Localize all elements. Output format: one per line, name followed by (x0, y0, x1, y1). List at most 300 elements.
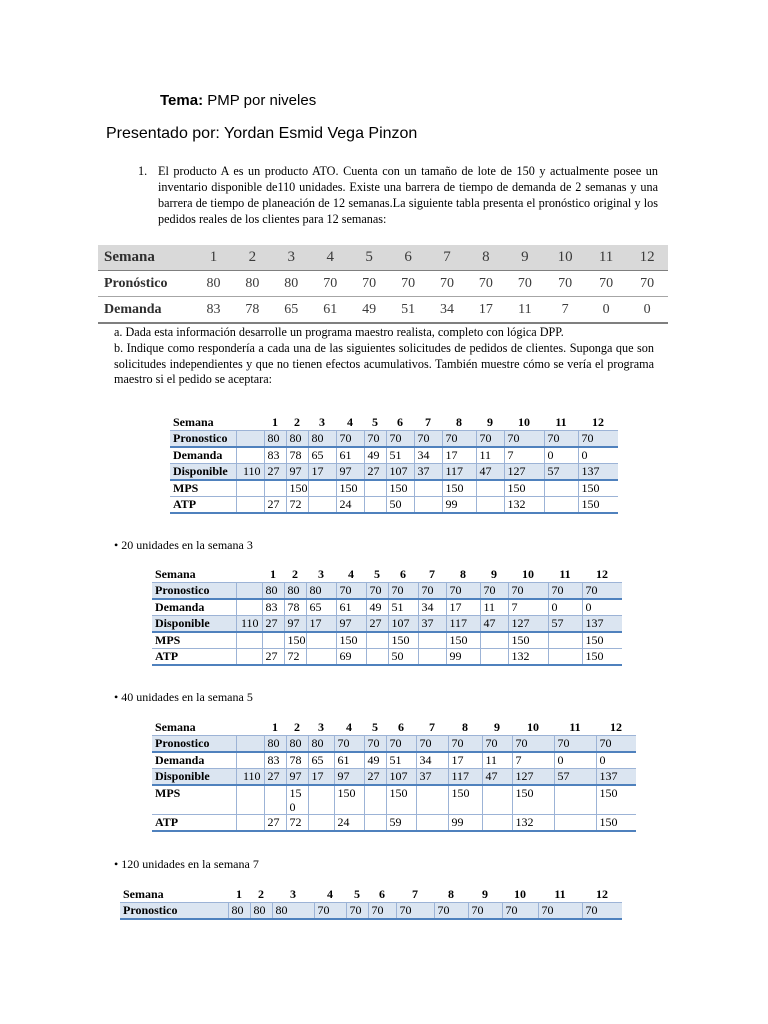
topic-label: Tema: (160, 92, 204, 109)
big-table-cell: 10 (544, 245, 586, 271)
mps-cell: 80 (306, 583, 336, 600)
week-header: 1 (272, 720, 278, 734)
mps-cell (264, 480, 286, 497)
week-header: 11 (554, 887, 566, 901)
mps-cell (308, 815, 334, 832)
big-table-cell: 70 (626, 271, 668, 297)
mps-cell: 70 (476, 431, 504, 448)
mps-cell: 107 (386, 464, 414, 481)
mps-cell: 117 (448, 769, 482, 786)
mps-cell (364, 497, 386, 514)
mps-cell-fragment: 15 (289, 786, 302, 800)
mps-row-atp (152, 815, 636, 832)
mps-row-label: ATP (152, 649, 236, 666)
mps-row-label: Semana (123, 887, 164, 901)
mps-cell: 70 (504, 431, 544, 448)
mps-row-disponible (152, 769, 636, 786)
mps-cell: 70 (578, 431, 618, 448)
big-table-cell: 7 (544, 297, 586, 324)
mps-cell: 0 (596, 752, 636, 769)
week-header: 6 (397, 415, 403, 429)
mps-cell: 7 (508, 599, 548, 616)
mps-cell: 150 (512, 785, 554, 815)
mps-cell: 47 (480, 616, 508, 633)
mps-cell: 70 (336, 583, 366, 600)
mps-initial-cell (236, 720, 264, 736)
mps-cell: 150 (578, 497, 618, 514)
mps-cell: 70 (538, 903, 582, 920)
mps-cell: 17 (442, 447, 476, 464)
mps-row-label: Semana (155, 567, 196, 581)
mps-cell (554, 785, 596, 815)
mps-row-disponible (170, 464, 618, 481)
mps-cell (554, 815, 596, 832)
mps-row-label: Demanda (152, 752, 236, 769)
mps-cell: 150 (578, 480, 618, 497)
request-caption: • 40 unidades en la semana 5 (114, 690, 253, 704)
big-table-cell: 61 (311, 297, 350, 324)
request-caption: • 20 unidades en la semana 3 (114, 538, 253, 552)
mps-cell: 27 (364, 769, 386, 786)
mps-cell: 70 (336, 431, 364, 448)
mps-cell: 132 (508, 649, 548, 666)
mps-cell: 70 (582, 903, 622, 920)
mps-initial-cell (236, 431, 264, 448)
mps-cell: 97 (286, 464, 308, 481)
mps-cell: 70 (448, 736, 482, 753)
mps-initial-cell (236, 815, 264, 832)
mps-row-label: Pronostico (152, 736, 236, 753)
mps-cell (364, 480, 386, 497)
mps-cell: 80 (286, 431, 308, 448)
week-header: 11 (559, 567, 571, 581)
mps-cell: 83 (264, 447, 286, 464)
mps-cell: 137 (582, 616, 622, 633)
mps-cell (418, 649, 446, 666)
mps-cell: 150 (582, 649, 622, 666)
mps-cell: 80 (250, 903, 272, 920)
mps-cell: 150 (386, 480, 414, 497)
big-table-cell: 5 (350, 245, 389, 271)
mps-row-semana (152, 720, 636, 736)
mps-cell: 70 (544, 431, 578, 448)
big-table-cell: 8 (466, 245, 505, 271)
mps-cell: 70 (554, 736, 596, 753)
mps-cell: 150 (286, 480, 308, 497)
week-header: 1 (236, 887, 242, 901)
problem-statement (138, 163, 658, 227)
mps-cell: 70 (346, 903, 368, 920)
week-header: 11 (555, 415, 567, 429)
mps-row-mps (170, 480, 618, 497)
mps-cell: 51 (386, 752, 416, 769)
big-table-row-label: Pronóstico (98, 271, 194, 297)
mps-initial-cell (236, 599, 262, 616)
mps-cell: 70 (364, 736, 386, 753)
mps-cell: 150 (336, 632, 366, 649)
big-table-cell: 70 (586, 271, 626, 297)
mps-cell (544, 497, 578, 514)
mps-row-demanda (170, 447, 618, 464)
big-table-row (98, 297, 668, 324)
request-caption: • 120 unidades en la semana 7 (114, 857, 259, 871)
mps-row-pronostico (170, 431, 618, 448)
mps-cell: 70 (314, 903, 346, 920)
mps-cell: 57 (544, 464, 578, 481)
mps-cell: 70 (482, 736, 512, 753)
week-header: 9 (487, 415, 493, 429)
mps-cell (262, 632, 284, 649)
mps-cell (480, 649, 508, 666)
mps-cell: 11 (480, 599, 508, 616)
week-header: 11 (569, 720, 581, 734)
mps-cell (264, 785, 286, 815)
mps-cell (414, 497, 442, 514)
big-table-cell: 49 (350, 297, 389, 324)
big-table-cell: 65 (272, 297, 311, 324)
topic-value: PMP por niveles (207, 92, 317, 109)
big-table-row (98, 271, 668, 297)
week-header: 3 (319, 415, 325, 429)
mps-row-label: Pronostico (120, 903, 228, 920)
mps-cell: 150 (386, 785, 416, 815)
mps-cell: 70 (418, 583, 446, 600)
week-header: 12 (596, 567, 608, 581)
big-table-row-label: Semana (98, 245, 194, 271)
mps-cell: 61 (334, 752, 364, 769)
mps-cell: 127 (508, 616, 548, 633)
week-header: 6 (398, 720, 404, 734)
week-header: 2 (294, 720, 300, 734)
mps-cell (366, 632, 388, 649)
mps-cell: 27 (364, 464, 386, 481)
mps-cell: 80 (228, 903, 250, 920)
week-header: 10 (518, 415, 530, 429)
mps-row-label: Semana (155, 720, 196, 734)
mps-cell: 137 (596, 769, 636, 786)
mps-cell (306, 649, 336, 666)
mps-cell: 80 (308, 736, 334, 753)
mps-row-label: MPS (152, 632, 236, 649)
mps-initial-cell (236, 415, 264, 431)
big-table-cell: 51 (389, 297, 428, 324)
mps-cell: 97 (286, 769, 308, 786)
mps-cell (364, 785, 386, 815)
mps-cell (308, 480, 336, 497)
mps-cell: 99 (448, 815, 482, 832)
mps-cell: 69 (336, 649, 366, 666)
big-table-cell: 80 (272, 271, 311, 297)
mps-initial-cell (236, 649, 262, 666)
big-table-row (98, 245, 668, 271)
mps-cell: 11 (476, 447, 504, 464)
mps-cell: 7 (504, 447, 544, 464)
mps-row-demanda (152, 599, 622, 616)
mps-row-label: ATP (170, 497, 236, 514)
mps-cell: 70 (434, 903, 468, 920)
mps-initial-cell (236, 785, 264, 815)
mps-cell: 80 (308, 431, 336, 448)
mps-cell: 34 (418, 599, 446, 616)
mps-row-pronostico (152, 736, 636, 753)
week-header: 9 (482, 887, 488, 901)
week-header: 2 (258, 887, 264, 901)
week-header: 12 (596, 887, 608, 901)
mps-initial-cell (236, 567, 262, 583)
mps-cell: 97 (284, 616, 306, 633)
mps-row-semana (170, 415, 618, 431)
week-header: 10 (527, 720, 539, 734)
week-header: 7 (412, 887, 418, 901)
mps-initial-cell (236, 480, 264, 497)
mps-cell: 0 (554, 752, 596, 769)
mps-row-label: Disponible (152, 769, 236, 786)
mps-cell: 27 (264, 769, 286, 786)
mps-cell: 70 (596, 736, 636, 753)
week-header: 1 (270, 567, 276, 581)
mps-cell: 97 (334, 769, 364, 786)
mps-cell: 80 (272, 903, 314, 920)
topic-line (160, 92, 316, 109)
week-header: 5 (372, 415, 378, 429)
mps-cell: 80 (264, 736, 286, 753)
mps-cell: 65 (306, 599, 336, 616)
week-header: 8 (460, 567, 466, 581)
mps-table (120, 887, 622, 920)
mps-cell: 27 (262, 649, 284, 666)
mps-row-label: Demanda (152, 599, 236, 616)
big-table-cell: 70 (428, 271, 467, 297)
week-header: 8 (448, 887, 454, 901)
mps-row-atp (152, 649, 622, 666)
week-header: 3 (318, 720, 324, 734)
mps-cell (480, 632, 508, 649)
mps-cell: 0 (544, 447, 578, 464)
mps-row-label: ATP (152, 815, 236, 832)
mps-row-semana (120, 887, 622, 903)
week-header: 8 (462, 720, 468, 734)
mps-cell: 59 (386, 815, 416, 832)
week-header: 1 (272, 415, 278, 429)
mps-cell: 65 (308, 447, 336, 464)
big-table-cell: 80 (233, 271, 272, 297)
week-header: 12 (592, 415, 604, 429)
week-header: 5 (354, 887, 360, 901)
mps-cell: 49 (366, 599, 388, 616)
big-table-cell: 70 (350, 271, 389, 297)
mps-cell (482, 815, 512, 832)
mps-cell: 70 (388, 583, 418, 600)
mps-cell: 24 (336, 497, 364, 514)
mps-cell: 117 (442, 464, 476, 481)
week-header: 5 (372, 720, 378, 734)
mps-cell: 51 (386, 447, 414, 464)
week-header: 4 (347, 415, 353, 429)
mps-cell: 83 (262, 599, 284, 616)
forecast-image-table (98, 245, 668, 324)
mps-cell (548, 649, 582, 666)
mps-cell: 99 (446, 649, 480, 666)
mps-cell: 150 (334, 785, 364, 815)
mps-table (170, 415, 618, 514)
big-table-cell: 70 (389, 271, 428, 297)
mps-cell: 0 (578, 447, 618, 464)
mps-cell (416, 815, 448, 832)
mps-cell: 80 (264, 431, 286, 448)
week-header: 7 (429, 720, 435, 734)
mps-cell: 70 (414, 431, 442, 448)
mps-cell (306, 632, 336, 649)
week-header: 3 (290, 887, 296, 901)
mps-cell: 65 (308, 752, 334, 769)
big-table-cell: 6 (389, 245, 428, 271)
mps-cell: 11 (482, 752, 512, 769)
mps-cell: 51 (388, 599, 418, 616)
mps-cell (482, 785, 512, 815)
mps-cell (366, 649, 388, 666)
mps-cell: 150 (504, 480, 544, 497)
mps-cell: 132 (512, 815, 554, 832)
mps-cell: 150 (284, 632, 306, 649)
mps-cell: 27 (264, 464, 286, 481)
week-header: 5 (374, 567, 380, 581)
mps-cell: 70 (582, 583, 622, 600)
week-header: 4 (346, 720, 352, 734)
mps-cell (548, 632, 582, 649)
mps-cell: 70 (416, 736, 448, 753)
mps-row-semana (152, 567, 622, 583)
week-header: 12 (610, 720, 622, 734)
week-header: 3 (318, 567, 324, 581)
mps-cell: 27 (262, 616, 284, 633)
mps-cell: 70 (468, 903, 502, 920)
big-table-cell: 3 (272, 245, 311, 271)
mps-cell (476, 480, 504, 497)
mps-row-label: Disponible (152, 616, 236, 633)
mps-row-pronostico (152, 583, 622, 600)
mps-cell: 49 (364, 752, 386, 769)
mps-initial-cell (236, 447, 264, 464)
mps-row-label: Pronostico (170, 431, 236, 448)
big-table-cell: 11 (505, 297, 544, 324)
mps-cell: 70 (386, 431, 414, 448)
mps-cell (308, 785, 334, 815)
big-table-cell: 1 (194, 245, 233, 271)
mps-cell: 0 (582, 599, 622, 616)
mps-cell: 70 (548, 583, 582, 600)
mps-cell: 78 (286, 447, 308, 464)
mps-cell: 107 (388, 616, 418, 633)
mps-cell: 17 (446, 599, 480, 616)
mps-cell-fragment: 0 (289, 800, 296, 814)
week-header: 9 (494, 720, 500, 734)
mps-cell: 70 (364, 431, 386, 448)
big-table-cell: 70 (505, 271, 544, 297)
author-line: Presentado por: Yordan Esmid Vega Pinzon (106, 125, 418, 142)
mps-cell: 97 (336, 616, 366, 633)
instructions (114, 325, 654, 388)
mps-row-atp (170, 497, 618, 514)
mps-cell (416, 785, 448, 815)
week-header: 6 (379, 887, 385, 901)
mps-row-demanda (152, 752, 636, 769)
mps-initial-cell: 110 (236, 464, 264, 481)
mps-cell: 150 (508, 632, 548, 649)
week-header: 8 (456, 415, 462, 429)
big-table-cell: 2 (233, 245, 272, 271)
mps-initial-cell (236, 583, 262, 600)
mps-cell: 150 (596, 815, 636, 832)
mps-cell: 17 (308, 464, 336, 481)
mps-cell: 72 (286, 815, 308, 832)
mps-cell (286, 785, 308, 815)
mps-cell: 37 (416, 769, 448, 786)
mps-cell: 127 (504, 464, 544, 481)
mps-cell: 70 (446, 583, 480, 600)
mps-table (152, 720, 636, 832)
big-table-cell: 7 (428, 245, 467, 271)
mps-row-disponible (152, 616, 622, 633)
mps-cell: 57 (554, 769, 596, 786)
mps-cell: 83 (264, 752, 286, 769)
mps-cell: 70 (396, 903, 434, 920)
mps-cell (364, 815, 386, 832)
mps-cell: 80 (286, 736, 308, 753)
week-header: 2 (292, 567, 298, 581)
big-table-cell: 70 (311, 271, 350, 297)
mps-cell: 47 (476, 464, 504, 481)
mps-cell: 37 (418, 616, 446, 633)
instruction-b: b. Indique como respondería a cada una de las siguientes solicitudes de pedidos de clientes. Suponga que son solicitudes independientes y que no tienen efectos acumulativos. También muestre cómo se vería el programa maestro si el pedido se aceptara: (114, 340, 654, 387)
mps-initial-cell (236, 736, 264, 753)
big-table-cell: 70 (466, 271, 505, 297)
big-table-cell: 4 (311, 245, 350, 271)
week-header: 4 (327, 887, 333, 901)
mps-initial-cell (236, 632, 262, 649)
week-header: 2 (294, 415, 300, 429)
mps-cell: 70 (386, 736, 416, 753)
week-header: 6 (400, 567, 406, 581)
mps-cell: 70 (508, 583, 548, 600)
mps-cell: 132 (504, 497, 544, 514)
mps-initial-cell (236, 497, 264, 514)
mps-cell: 17 (306, 616, 336, 633)
mps-row-mps (152, 632, 622, 649)
week-header: 7 (429, 567, 435, 581)
mps-cell (414, 480, 442, 497)
big-table-cell: 78 (233, 297, 272, 324)
mps-initial-cell: 110 (236, 616, 262, 633)
mps-cell: 70 (442, 431, 476, 448)
big-table-cell: 34 (428, 297, 467, 324)
mps-row-label: Demanda (170, 447, 236, 464)
week-header: 10 (514, 887, 526, 901)
big-table-cell: 9 (505, 245, 544, 271)
mps-row-pronostico (120, 903, 622, 920)
mps-cell: 50 (388, 649, 418, 666)
big-table-cell: 17 (466, 297, 505, 324)
mps-cell: 34 (414, 447, 442, 464)
big-table-cell: 12 (626, 245, 668, 271)
week-header: 10 (522, 567, 534, 581)
mps-cell: 61 (336, 599, 366, 616)
big-table-cell: 70 (544, 271, 586, 297)
mps-cell: 70 (512, 736, 554, 753)
mps-cell: 97 (336, 464, 364, 481)
mps-initial-cell: 110 (236, 769, 264, 786)
mps-cell: 99 (442, 497, 476, 514)
mps-cell: 49 (364, 447, 386, 464)
